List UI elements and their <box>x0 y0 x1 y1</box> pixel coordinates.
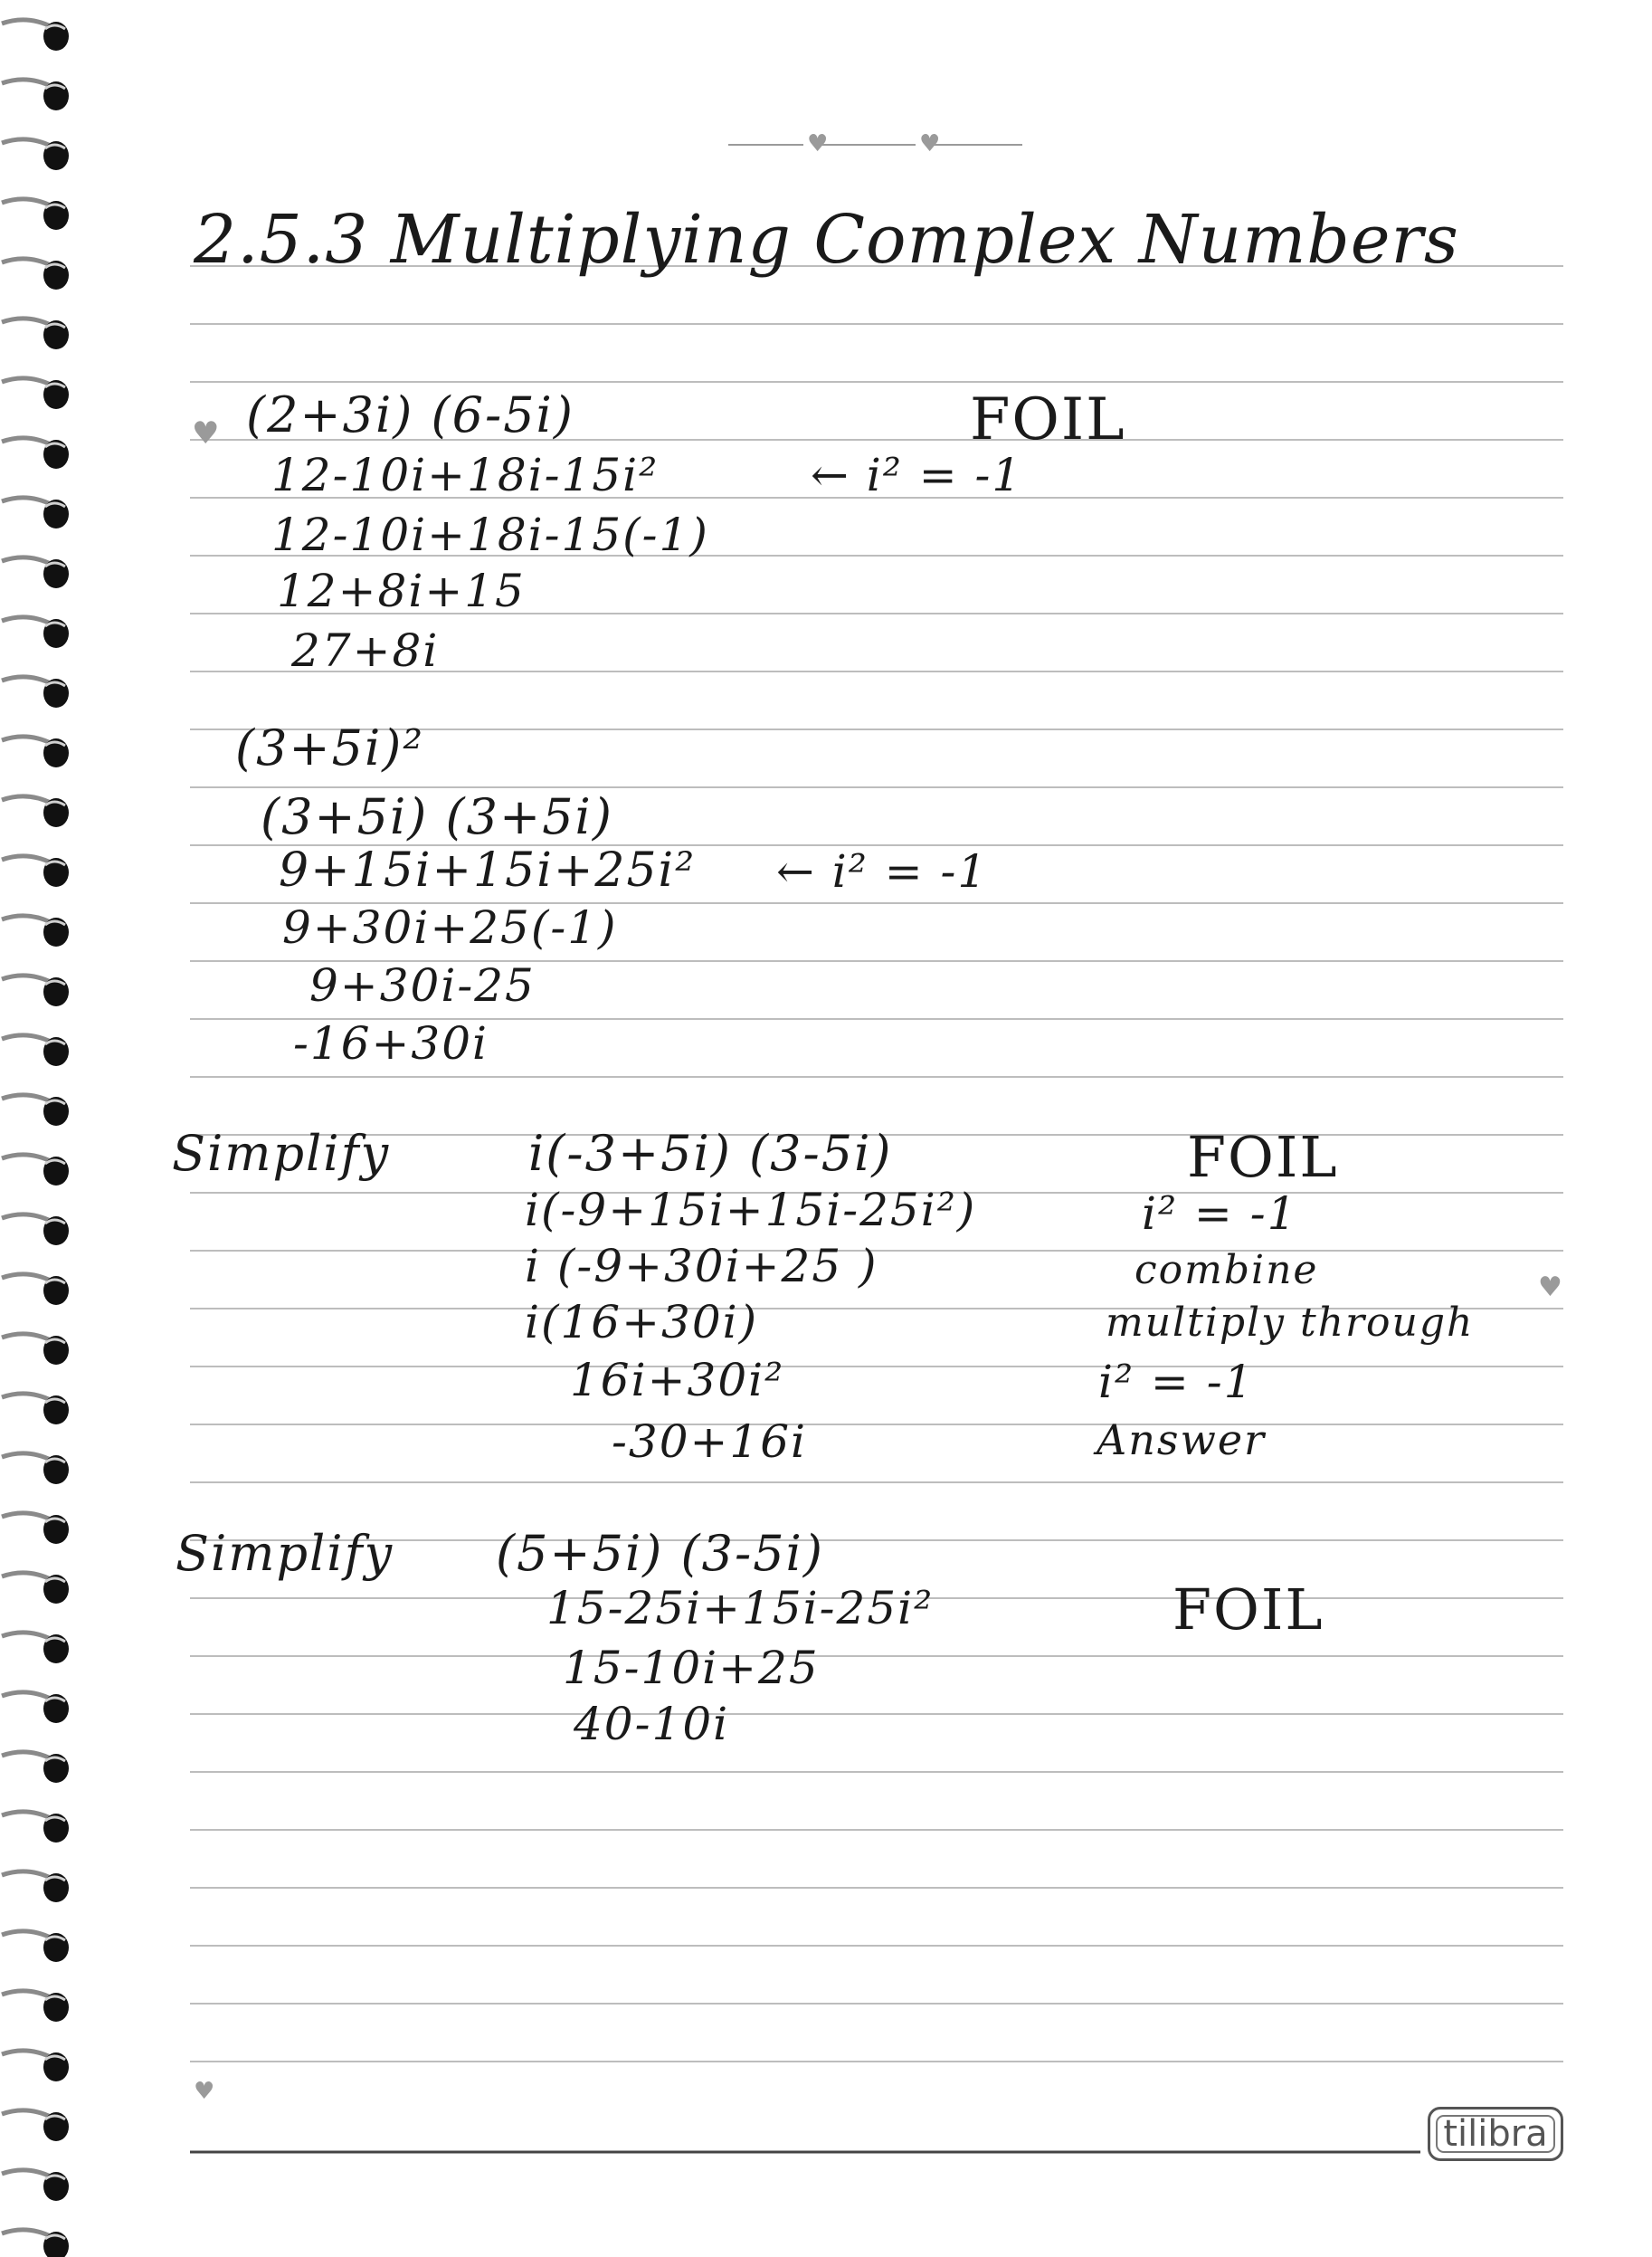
work-line: 9+15i+15i+25i² <box>279 843 697 898</box>
spiral-ring <box>2 1274 69 1305</box>
work-line: 15-10i+25 <box>563 1642 820 1694</box>
work-line: 9+30i-25 <box>309 959 536 1012</box>
spiral-ring <box>2 2170 69 2201</box>
spiral-ring <box>2 378 69 409</box>
spiral-ring <box>2 1812 69 1843</box>
spiral-ring <box>2 2230 69 2257</box>
spiral-ring <box>2 1692 69 1723</box>
spiral-ring <box>2 1752 69 1783</box>
page-title: 2.5.3 Multiplying Complex Numbers <box>194 201 1459 279</box>
spiral-binding <box>0 0 86 2257</box>
work-line: 16i+30i² <box>570 1354 785 1406</box>
spiral-ring <box>2 1334 69 1365</box>
work-line: (3+5i)² <box>235 719 425 776</box>
spiral-ring <box>2 1871 69 1902</box>
spiral-ring <box>2 677 69 708</box>
work-line: 27+8i <box>291 624 440 677</box>
spiral-ring <box>2 976 69 1006</box>
work-line: -30+16i <box>612 1415 808 1468</box>
brand-logo <box>1428 2107 1563 2161</box>
step-note: i² = -1 <box>1098 1356 1255 1408</box>
step-note: ← i² = -1 <box>776 845 989 898</box>
work-line: i(-9+15i+15i-25i²) <box>525 1184 977 1236</box>
step-note: multiply through <box>1106 1300 1475 1346</box>
heart-icon: ♥ <box>194 2078 215 2105</box>
step-note: FOIL <box>1173 1576 1324 1643</box>
problem-label: Simplify <box>172 1125 391 1182</box>
work-line: (3+5i) (3+5i) <box>261 788 613 845</box>
work-line: i(16+30i) <box>525 1296 759 1348</box>
step-note: combine <box>1135 1247 1319 1293</box>
step-note: ← i² = -1 <box>811 449 1023 501</box>
spiral-ring <box>2 1633 69 1663</box>
step-note: FOIL <box>970 386 1126 453</box>
work-line: (2+3i) (6-5i) <box>246 386 574 443</box>
spiral-ring <box>2 1095 69 1126</box>
spiral-ring <box>2 2051 69 2081</box>
step-note: Answer <box>1097 1415 1267 1464</box>
work-line: 40-10i <box>574 1698 730 1750</box>
step-note: FOIL <box>1187 1124 1339 1190</box>
heart-icon: ♥ <box>1538 1271 1562 1303</box>
spiral-ring <box>2 438 69 469</box>
spiral-ring <box>2 1394 69 1424</box>
spiral-ring <box>2 20 69 51</box>
spiral-ring <box>2 1991 69 2022</box>
work-line: 15-25i+15i-25i² <box>546 1582 935 1634</box>
problem-label: Simplify <box>176 1525 394 1582</box>
spiral-ring <box>2 737 69 767</box>
spiral-ring <box>2 856 69 887</box>
step-note: i² = -1 <box>1142 1187 1298 1240</box>
work-line: 9+30i+25(-1) <box>282 901 618 954</box>
spiral-ring <box>2 259 69 290</box>
work-line: 12-10i+18i-15i² <box>271 449 660 501</box>
heart-icon: ♥ <box>919 130 941 157</box>
work-line: (5+5i) (3-5i) <box>496 1525 824 1582</box>
top-ornament <box>724 130 1031 157</box>
spiral-ring <box>2 1931 69 1962</box>
work-line: 12+8i+15 <box>277 565 526 617</box>
spiral-ring <box>2 796 69 827</box>
spiral-ring <box>2 1214 69 1245</box>
spiral-ring <box>2 1513 69 1544</box>
spiral-ring <box>2 1035 69 1066</box>
heart-icon: ♥ <box>807 130 829 157</box>
spiral-ring <box>2 1155 69 1186</box>
work-line: 12-10i+18i-15(-1) <box>271 509 709 561</box>
spiral-ring <box>2 2110 69 2141</box>
spiral-ring <box>2 1453 69 1484</box>
brand-name: tilibra <box>1443 2113 1548 2155</box>
work-line: i (-9+30i+25 ) <box>525 1240 878 1292</box>
spiral-ring <box>2 80 69 110</box>
spiral-ring <box>2 199 69 230</box>
work-line: i(-3+5i) (3-5i) <box>528 1125 893 1182</box>
work-line: -16+30i <box>293 1017 489 1070</box>
logo-frame <box>1436 2115 1555 2153</box>
spiral-ring <box>2 557 69 588</box>
spiral-ring <box>2 319 69 349</box>
spiral-ring <box>2 498 69 529</box>
spiral-ring <box>2 617 69 648</box>
heart-icon: ♥ <box>192 415 220 452</box>
spiral-ring <box>2 139 69 170</box>
spiral-ring <box>2 1573 69 1604</box>
spiral-ring <box>2 916 69 947</box>
